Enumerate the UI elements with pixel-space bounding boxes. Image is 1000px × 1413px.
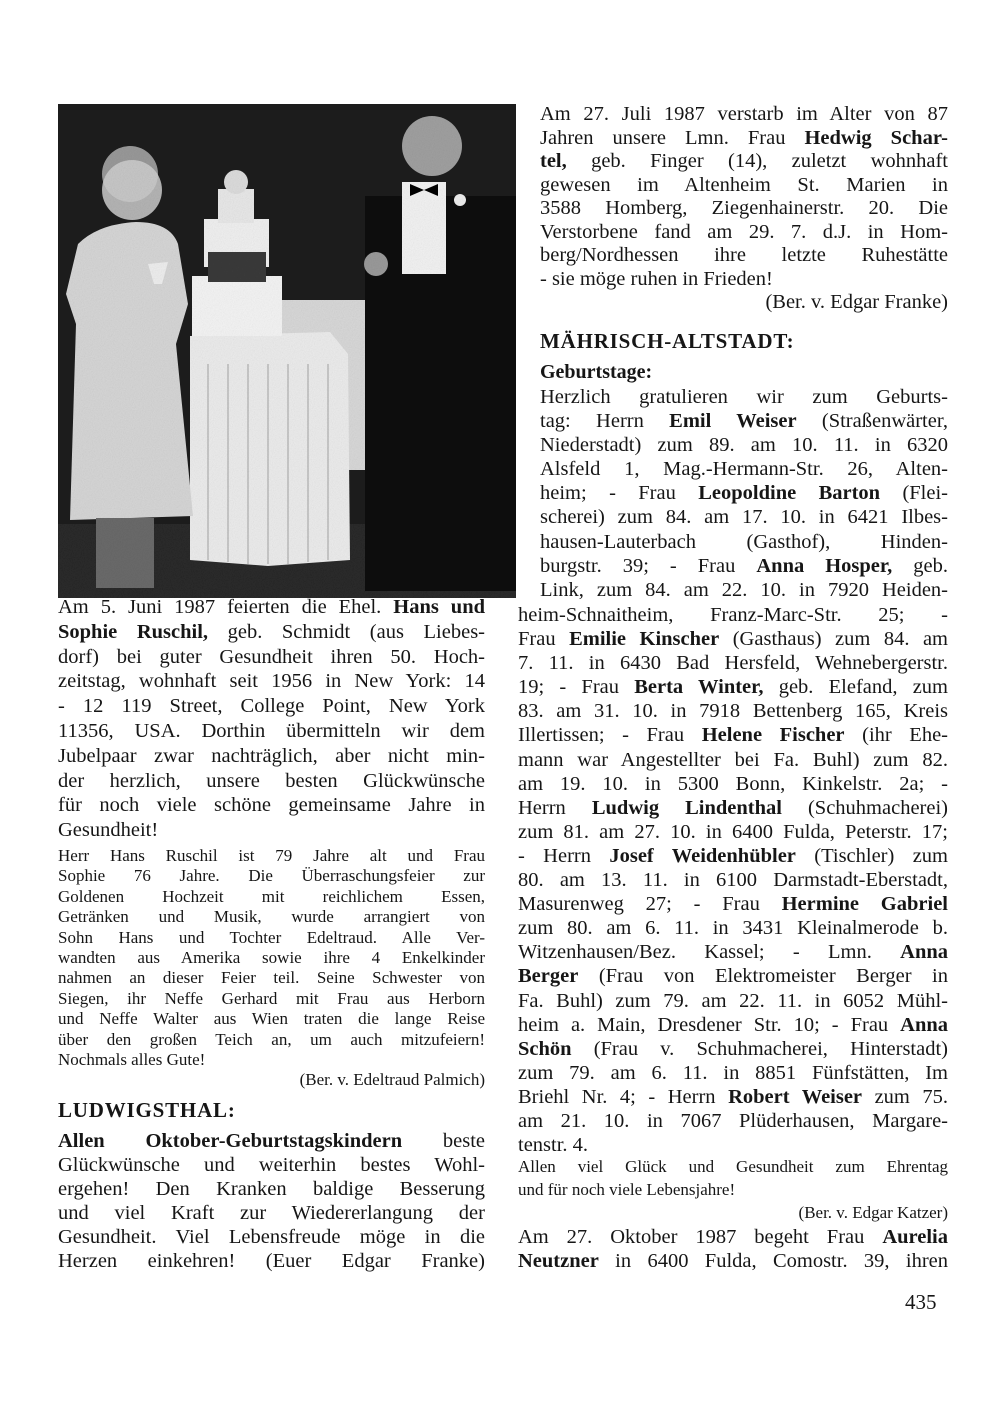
text-line: Allen viel Glück und Gesundheit zum Ehrentag [518, 1157, 948, 1176]
woman-dress [66, 222, 193, 520]
text-line: Link, zum 84. am 22. 10. in 7920 Heiden- [540, 578, 948, 601]
text-line: heim a. Main, Dresdener Str. 10; - Frau Anna [518, 1013, 948, 1036]
text-line: Herrn Ludwig Lindenthal (Schuhmacherei) [518, 796, 948, 819]
text-line: 11356, USA. Dorthin übermitteln wir dem [58, 719, 485, 742]
woman-legs [96, 518, 154, 588]
text-line: wandten aus Amerika sowie ihre 4 Enkelkinder [58, 948, 485, 968]
text-line: Herr Hans Ruschil ist 79 Jahre alt und Frau [58, 846, 485, 865]
text-line: burgstr. 39; - Frau Anna Hosper, geb. [540, 554, 948, 577]
text-line: Herzlich gratulieren wir zum Geburts- [540, 386, 948, 408]
text-line: Jubelpaar zwar nachträglich, aber nicht min- [58, 744, 485, 767]
text-line: der herzlich, unsere besten Glückwünsche [58, 769, 485, 792]
bold-name: Allen Oktober-Geburtstagskindern [58, 1130, 403, 1152]
text-line: und Neffe Walter aus Wien traten die lange Reise [58, 1009, 485, 1029]
bold-name: Emilie Kinscher [569, 628, 720, 651]
bold-name: Robert Weiser [728, 1085, 863, 1108]
text-line: zeitstag, wohnhaft seit 1956 in New York: 14 [58, 670, 485, 693]
text-line: Schön (Frau v. Schuhmacherei, Hinterstadt) [518, 1037, 948, 1060]
bold-name: Hedwig Schar- [804, 126, 948, 149]
birthday-list-part-1 [540, 385, 948, 602]
bold-name: Anna [900, 1013, 948, 1036]
text-line: 80. am 13. 11. in 6100 Darmstadt-Eberstadt, [518, 869, 948, 892]
text-line: Goldenen Hochzeit mit reichlichem Essen, [58, 886, 485, 906]
text-line: (Ber. v. Edgar Franke) [765, 291, 948, 313]
text-line: 3588 Homberg, Ziegenhainerstr. 20. Die [540, 197, 948, 219]
bold-name: Hans und [393, 596, 485, 618]
text-line: Siegen, ihr Neffe Gerhard mit Frau aus Herborn [58, 988, 485, 1008]
man-boutonniere [454, 194, 466, 206]
text-line: Briehl Nr. 4; - Herrn Robert Weiser zum 75. [518, 1085, 949, 1108]
text-line: mann war Angestellter bei Fa. Buhl) zum 82. [518, 748, 948, 771]
ludwigsthal-birthday-greeting [58, 1129, 485, 1273]
text-line: scherei) zum 84. am 17. 10. in 6421 Ilbes- [540, 506, 948, 529]
text-line: Getränken und Musik, wurde arrangiert von [58, 907, 485, 927]
bold-name: Sophie Ruschil, [58, 620, 209, 643]
text-line: zum 80. am 6. 11. in 3431 Kleinalmerode b. [518, 917, 948, 940]
text-line: Witzenhausen/Bez. Kassel; - Lmn. Anna [518, 941, 948, 964]
woman-hair [102, 146, 158, 202]
text-line: Herzen einkehren! (Euer Edgar Franke) [58, 1250, 485, 1272]
text-line: Gesundheit. Viel Lebensfreude möge in die [58, 1226, 485, 1248]
text-line: zum 81. am 27. 10. in 6400 Fulda, Peterstr. 17; [518, 820, 948, 843]
text-line: Allen Oktober-Geburtstagskindern beste [58, 1130, 485, 1152]
obituary-hedwig-schartel [540, 103, 948, 315]
text-line: Sohn Hans und Tochter Edeltraud. Alle Ver- [58, 927, 485, 947]
text-line: Am 27. Juli 1987 verstarb im Alter von 87 [540, 103, 948, 125]
page-number: 435 [905, 1290, 937, 1314]
man-head [402, 116, 462, 176]
text-line: über den großen Teich an, um auch mitzufeiern! [58, 1029, 485, 1049]
birthday-wishes-note [518, 1155, 948, 1224]
bold-name: tel, [540, 150, 567, 172]
ruschil-celebration-note [58, 846, 485, 1091]
text-line: ergehen! Den Kranken baldige Besserung [58, 1178, 485, 1200]
text-line: Alsfeld 1, Mag.-Hermann-Str. 26, Alten- [540, 458, 948, 481]
text-line: 7. 11. in 6430 Bad Hersfeld, Wehnebergerstr. [518, 652, 948, 675]
bold-name: Neutzner [518, 1250, 599, 1272]
text-line: dorf) bei guter Gesundheit ihren 50. Hoch- [58, 645, 485, 668]
cake-top-tier [218, 189, 254, 223]
text-line: tag: Herrn Emil Weiser (Straßenwärter, [540, 410, 948, 433]
text-line: Fa. Buhl) zum 79. am 22. 11. in 6052 Mühl- [518, 989, 948, 1012]
cake-topper [224, 170, 248, 194]
bold-name: Berta Winter, [634, 676, 764, 699]
text-line: Am 5. Juni 1987 feierten die Ehel. Hans und [58, 596, 485, 618]
text-line: tel, geb. Finger (14), zuletzt wohnhaft [540, 150, 948, 172]
text-line: Niederstadt) zum 89. am 10. 11. in 6320 [540, 434, 948, 457]
text-line: für noch viele schöne gemeinsame Jahre in [58, 794, 485, 817]
paragraph-aurelia-neutzner [518, 1225, 948, 1273]
photo-caption-ruschil [58, 595, 485, 843]
text-line: am 19. 10. in 5300 Bonn, Kinkelstr. 2a; - [518, 772, 948, 795]
text-line: Am 27. Oktober 1987 begeht Frau Aurelia [518, 1226, 948, 1248]
man-shirt [402, 182, 446, 274]
bold-name: Anna Hosper, [756, 554, 893, 577]
text-line: hausen-Lauterbach (Gasthof), Hinden- [540, 530, 948, 553]
man-hand-glass [364, 252, 388, 276]
text-line: zum 79. am 6. 11. in 8851 Fünfstätten, Im [518, 1061, 948, 1084]
text-line: 83. am 31. 10. in 7918 Bettenberg 165, Kreis [518, 700, 948, 723]
bold-name: Ludwig Lindenthal [591, 796, 782, 819]
text-line: und viel Kraft zur Wiedererlangung der [58, 1202, 485, 1224]
cake-bottom-tier [192, 276, 282, 336]
bold-name: Anna [900, 941, 948, 964]
text-line: Jahren unsere Lmn. Frau Hedwig Schar- [540, 126, 948, 149]
text-line: Sophie 76 Jahre. Die Überraschungsfeier zur [58, 866, 485, 886]
text-line: nahmen an dieser Feier teil. Seine Schwester von [58, 968, 485, 988]
text-line: Verstorbene fand am 29. 7. d.J. in Hom- [540, 220, 948, 243]
text-line: Berger (Frau von Elektromeister Berger in [518, 965, 948, 988]
text-line: gewesen im Altenheim St. Marien in [540, 173, 948, 196]
subheading-geburtstage: Geburtstage: [540, 361, 653, 383]
text-line: Masurenweg 27; - Frau Hermine Gabriel [518, 893, 948, 916]
text-line: tenstr. 4. [518, 1134, 589, 1157]
bold-name: Josef Weidenhübler [609, 844, 796, 867]
bold-name: Schön [518, 1037, 572, 1060]
text-line: Illertissen; - Frau Helene Fischer (ihr Ehe- [518, 724, 948, 747]
cake-pillars [208, 252, 266, 282]
text-line: Glückwünsche und weiterhin bestes Wohl- [58, 1154, 485, 1176]
photo-golden-wedding-couple [58, 104, 516, 598]
birthday-list-part-2 [518, 603, 948, 1157]
text-line: (Ber. v. Edgar Katzer) [798, 1203, 948, 1222]
bold-name: Leopoldine Barton [698, 482, 881, 505]
text-line: heim-Schnaitheim, Franz-Marc-Str. 25; - [518, 604, 948, 626]
text-line: Frau Emilie Kinscher (Gasthaus) zum 84. am [518, 628, 948, 651]
bold-name: Berger [518, 965, 579, 988]
text-line: am 21. 10. in 7067 Plüderhausen, Margare- [518, 1109, 948, 1132]
text-line: heim; - Frau Leopoldine Barton (Flei- [540, 482, 949, 505]
text-line: - 12 119 Street, College Point, New York [58, 695, 485, 718]
text-line: (Ber. v. Edeltraud Palmich) [299, 1070, 485, 1090]
text-line: berg/Nordhessen ihre letzte Ruhestätte [540, 244, 948, 266]
text-line: Gesundheit! [58, 819, 159, 842]
bold-name: Emil Weiser [669, 410, 797, 433]
section-heading-ludwigsthal: LUDWIGSTHAL: [58, 1098, 236, 1122]
text-line: - Herrn Josef Weidenhübler (Tischler) zum [518, 844, 948, 867]
text-line: Nochmals alles Gute! [58, 1050, 206, 1070]
bold-name: Helene Fischer [701, 724, 845, 747]
round-table [190, 332, 350, 566]
text-line: 19; - Frau Berta Winter, geb. Elefand, zum [518, 676, 948, 699]
text-line: - sie möge ruhen in Frieden! [540, 267, 773, 290]
text-line: Neutzner in 6400 Fulda, Comostr. 39, ihren [518, 1250, 948, 1272]
bold-name: Hermine Gabriel [781, 893, 948, 916]
section-heading-mahrisch-altstadt: MÄHRISCH-ALTSTADT: [540, 329, 795, 353]
bold-name: Aurelia [882, 1226, 948, 1248]
text-line: Sophie Ruschil, geb. Schmidt (aus Liebes- [58, 620, 486, 643]
text-line: und für noch viele Lebensjahre! [518, 1180, 736, 1199]
